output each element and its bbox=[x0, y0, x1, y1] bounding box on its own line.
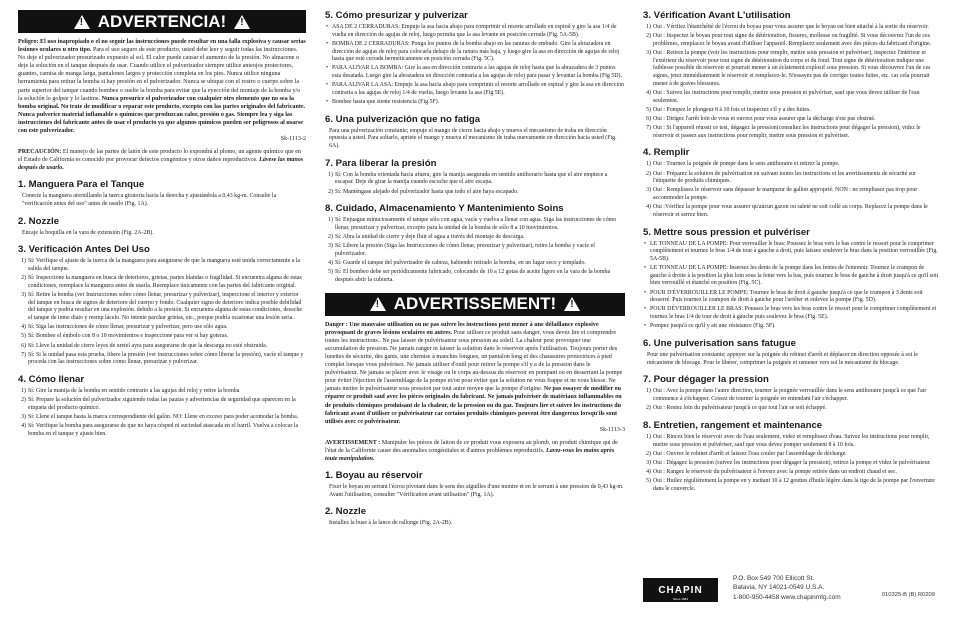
warning-text-fr bbox=[325, 321, 625, 426]
step-item bbox=[643, 451, 939, 459]
section-title: 6. Une pulverisation sans fatugue bbox=[643, 338, 797, 349]
step-item bbox=[643, 478, 939, 493]
step-item bbox=[325, 260, 625, 268]
section-title: 8. Cuidado, Almacenamiento Y Mantenimiento Soins bbox=[325, 203, 564, 215]
step-text: Oui : Huilez régulièrement la pompe en y mettant 10 à 12 gouttes d'huile légère dans la tige de la pompe par l'ouverture dans le couvercle. bbox=[653, 478, 935, 492]
chapin-logo bbox=[643, 578, 718, 602]
step-text: Oui :Vérifiez la pompe pour vous assurer qu'aucun gazon ou saleté ne soit collé au corps. Replacez la pompe dans le réservoir et serrez bien. bbox=[653, 204, 928, 218]
section-title: 7. Para liberar la presión bbox=[325, 157, 437, 169]
step-item bbox=[18, 324, 306, 332]
step-item bbox=[643, 171, 939, 186]
step-number: 3) bbox=[328, 243, 333, 250]
warning-text-bold: Danger : Une mauvaise utilisation ou ne pas suivre les instructions peut mener à une défaillance explosive provoquant de graves lésions oculaires ou autres. bbox=[325, 321, 599, 336]
step-item bbox=[18, 397, 306, 412]
step-item bbox=[325, 234, 625, 242]
steps-list bbox=[643, 388, 939, 413]
precaution-italic: Lávese las manos después de usarlo. bbox=[18, 157, 304, 172]
spanish-column-1 bbox=[18, 10, 306, 440]
document-code: 010325-B (B) R0209 bbox=[881, 592, 935, 598]
warning-text-bold: Nunca presurice el pulverizador con cualquier otro elemento que no sea la bomba original. No trate de modificar o reparar este producto, excepto con las partes originales del fabricante. Nunca pulverice material inflamable o químicos que produzcan calor, presión o gas. Siempre lea y siga las instrucciones del fabricante antes de usar el producto ya que algunos químicos pueden ser peligrosos al usarse con este pulverizador. bbox=[18, 95, 306, 135]
step-text: Sí: Siga las instrucciones de cómo llenar, presurizar y pulverizar, pero use sólo agua. bbox=[28, 324, 228, 331]
step-text: Sí: Con la bomba orientada hacia afuera, gire la manija asegurada en sentido antihorario hasta que el aire empiece a escapar. Deje de girar la manija cuando escuche que el aire escapa. bbox=[335, 171, 608, 186]
bullet-item: • POUR D'ÉVERROUILLER LE POMPE: Tournez le bras de droit à gauche jusqu'à ce que le crampon à 3 dents soit desserré. Puis tournez le crampon de droit à gauche pour l'arrêter et enlevez la pompe (Fig. 5D). bbox=[643, 290, 939, 305]
step-item bbox=[643, 161, 939, 169]
step-number: 2) bbox=[328, 234, 333, 241]
step-item bbox=[643, 90, 939, 105]
step-text: Sí: Llene el tanque hasta la marca correspondiente del galón. NO: Llene en exceso para poder acomodar la bomba. bbox=[28, 414, 299, 421]
step-number: 5) bbox=[646, 106, 651, 113]
section-text: Fixer le boyau en serrant l'écrou pivotant dans le sens des aiguilles d'une montre et en le serrant à une pression de 0,43 kg-m. Avant l'utilisation, consulter "Vérification avant utilisation" (Fig. 1A). bbox=[329, 484, 624, 498]
step-item bbox=[643, 107, 939, 115]
steps-list bbox=[643, 161, 939, 219]
precaution-text bbox=[18, 148, 306, 172]
section-text: Pour une pulvérisation constante; appuyer sur la poignée du robinet d'arrêt et déplacer en direction opposée à soi le mécanisme de blocage. Pour le libérer, comprimer la poignée et ramener vers soi le mécanisme de blocage. bbox=[647, 352, 918, 366]
bullet-item: • Pompez jusqu'à ce qu'il y ait une résistance (Fig. 5F). bbox=[643, 323, 939, 331]
step-item bbox=[18, 292, 306, 323]
step-text: Sí: El bombeo debe ser periódicamente lubricado, colocando de 10 a 12 gotas de aceite ligero en la vara de la bomba después abrir la cubierta. bbox=[335, 269, 611, 283]
step-item bbox=[643, 460, 939, 468]
step-item bbox=[643, 50, 939, 88]
step-item bbox=[18, 423, 306, 438]
bullet-item: • PARA ALIVAR LA ASA: Empuje la asa hacia abajo para comprimir el resorte arrollado en espiral y gire la asa en dirección contraria a las agujas de reloj 1/4 de vuelta, luego levante la asa (Fig 5E). bbox=[325, 82, 625, 97]
code-label: Sk-1113-3 bbox=[599, 426, 625, 433]
step-number: 1) bbox=[328, 217, 333, 224]
step-number: 1) bbox=[21, 388, 26, 395]
step-item bbox=[325, 189, 625, 197]
steps-list bbox=[325, 217, 625, 284]
bullet-item: • ASA DE 2 CERRADURAS: Empuje la asa hacia abajo para comprimir el resorte arrollado en espiral y gire la asa 1/4 de vuelta en dirección de agujas de reloj, luego permita que la asa levante en posición cerrada (Fig. 5A-5B). bbox=[325, 24, 625, 39]
step-text: Sí: Inspeccione la manguera en busca de deterioros, grietas, partes blandas o fragilidad. Si encuentra alguna de estas condiciones, reemplace la manguera antes de usarla. Reemplace únicamente con las partes del fabricante original. bbox=[28, 275, 302, 289]
step-text: Sí: Gire la manija de la bomba en sentido contrario a las agujas del reloj y retire la bomba bbox=[28, 388, 240, 395]
step-item bbox=[18, 414, 306, 422]
step-number: 1) bbox=[21, 258, 26, 265]
address-line: 1-800-950-4458 www.chapinmfg.com bbox=[733, 593, 841, 601]
bullet-item: • LE TONNEAU DE LA POMPE: Pour verrouiller le bras: Poussez le bras vers le bas contre le ressort pour le comprimer complètement et tournez le bras 1/4 de tour à gauche à droit, puis laissez soulever le bras dans la position verrouillée (Fig. 5A-5B). bbox=[643, 241, 939, 264]
avertissement-body: Manipuler les pièces de laiton de ce produit vous exposera au plomb, un produit chimique qui de l'état de la Californie cause des anomalies congénitales et d'autres problèmes reproductifs. bbox=[325, 439, 618, 454]
step-text: Oui : Suivez les instructions pour remplir, mettre sous pression et pulvériser, sauf que vous devez utiliser de l'eau seulement. bbox=[653, 89, 920, 104]
warning-text-regular: Para el uso seguro de este producto, usted debe leer y seguir todas las instrucciones. No deje el pulverizador presurizado expuesto al sol. El calor puede causar el aumento de la presión. No almacene o deje la solución en el tanque después de usar. Cuando utilice el pulverizador siempre utilice anteojos protectores, guantes, camisa de manga larga, pantalones largos y protección completa en los pies. Nunca utilice ninguna herramienta para retirar la bomba si hay presión en el pulverizador. Nunca se ubique con el rostro o cuerpo sobre la parte superior del tanque cuando bombee o suelte la bomba para evitar que la eyección del montaje de la bomba y/o la solución lo golpee y lo lastime. bbox=[18, 47, 301, 102]
step-text: Sí: Si la unidad pasa esta prueba, libere la presión (ver instrucciones sobre cómo liberar la presión), vacíe el tanque y proceda con las instrucciones sobre cómo llenar, presurizar y pulverizar. bbox=[28, 351, 304, 366]
step-number: 4) bbox=[21, 324, 26, 331]
company-address bbox=[733, 574, 841, 602]
step-text: Oui : Préparez la solution de pulvérisation en suivant toutes les instructions et les avertissements de sécurité sur l'étiquette de produits chimiques. bbox=[653, 170, 916, 185]
section-title: 2. Nozzle bbox=[325, 506, 367, 518]
precaution-label: PRECAUCIÓN: bbox=[18, 149, 62, 156]
step-text: Oui : Retirez la pompe (voir les instructions pour remplir, mettre sous pression et pulvériser), inspectez l'intérieur et l'extérieur du réservoir pour tout signe de détérioration du corps et du fond. Tout signe de détérioration indique une faiblesse possible du réservoir et pourrait mener à un éclatement explosif sous pression. Si vous découvrez l'un de ces signes, jetez immédiatement le réservoir et remplacez-le. N'essayez pas de corriger toutes fuites, etc. car cela pourrait mener à de graves blessures. bbox=[653, 50, 931, 87]
step-text: Oui : Rincez bien le réservoir avec de l'eau seulement, videz et remplissez d'eau. Suivez les instructions pour remplir, mettre sous pression et pulvériser, sauf que vous devez pomper seulement 8 à 10 fois. bbox=[653, 433, 930, 448]
step-number: 4) bbox=[646, 204, 651, 211]
bullet-list bbox=[643, 241, 939, 331]
step-number: 4) bbox=[328, 260, 333, 267]
section-title: 8. Entretien, rangement et maintenance bbox=[643, 419, 823, 431]
step-number: 1) bbox=[328, 171, 333, 178]
step-number: 7) bbox=[21, 351, 26, 358]
precaution-body: El manejo de las partes de latón de este producto lo expondrá al plomo, un agente químico que en el Estado de California es conocido por provocar defectos congénitos y otros daños reproductivos. bbox=[18, 149, 301, 164]
step-text: Sí: Manténgase alejado del pulverizador hasta que todo el aire haya escapado. bbox=[335, 188, 519, 195]
avertissement-italic: Lavez-vous les mains après toute manipulation. bbox=[325, 447, 615, 463]
step-number: 6) bbox=[646, 115, 651, 122]
warning-text-bold: Ne pas essayer de modifier ou réparer ce produit sauf avec les pièces originales du fabricant. Ne jamais pulvériser de matériaux inflammables ou de produits chimiques produisant de la chaleur, de la pression ou du gaz. Toujours lire et suivre les instructions du fabricant avant d'utiliser ce pulvérisateur car certains produits chimiques peuvent être dangereux lorsqu'ils sont utilisés avec ce pulvérisateur. bbox=[325, 386, 622, 425]
bullet-list bbox=[325, 24, 625, 107]
warning-banner-es bbox=[18, 10, 306, 33]
step-item bbox=[643, 125, 939, 140]
section-title: 3. Vérification Avant L'utilisation bbox=[643, 10, 791, 21]
warning-triangle-icon bbox=[370, 297, 386, 311]
code-label: Sk-1113-2 bbox=[280, 136, 306, 143]
step-number: 1) bbox=[646, 161, 651, 168]
address-line: Batavia, NY 14021-0549 U.S.A. bbox=[733, 584, 825, 592]
section-title: 6. Una pulverización que no fatiga bbox=[325, 113, 481, 125]
logo-subtext: Since 1884 bbox=[672, 597, 688, 601]
step-item bbox=[325, 269, 625, 284]
bullet-item: • Bombee hasta que siente resistencia (Fig 5F). bbox=[325, 99, 625, 107]
step-item bbox=[643, 204, 939, 219]
step-number: 4) bbox=[646, 469, 651, 476]
avertissement-label: AVERTISSEMENT : bbox=[325, 439, 381, 446]
step-number: 2) bbox=[646, 450, 651, 457]
step-item bbox=[18, 352, 306, 367]
section-title: 3. Verificación Antes Del Uso bbox=[18, 244, 150, 256]
logo-text: CHAPIN bbox=[658, 584, 703, 596]
step-item bbox=[643, 434, 939, 449]
step-item bbox=[643, 388, 939, 403]
section-title: 1. Boyau au réservoir bbox=[325, 470, 423, 482]
step-text: Oui : Dirigez l'arrêt loin de vous et ouvrez pour vous assurer que la décharge n'est pas obstrué. bbox=[653, 115, 876, 122]
step-text: Oui : Si l'appareil réussit ce test, dégagez la pression(consultez les instructions pour dégager la pression), videz le réservoir et passez aux instructions pour remplir, mettre sous pression et pulvériser. bbox=[653, 125, 921, 139]
step-number: 3) bbox=[646, 187, 651, 194]
section-text: Installez la buse à la lance de rallonge (Fig. 2A-2B). bbox=[329, 520, 453, 527]
steps-list bbox=[643, 434, 939, 494]
warning-banner-fr bbox=[325, 293, 625, 316]
bullet-item: • PARA ALIVAR LA BOMBA: Gire la asa en dirección contraria a las agujas de reloj hasta que la abrazadera de 3 puntos esta desatada. Luego gire la abrazadera en dirección contraria a las agujas de reloj para pasar y levantar la bomba (Fig 5D). bbox=[325, 65, 625, 80]
step-text: Oui : Vérifiez l'étanchéité de l'écrou du boyau pour vous assurer que le boyau est bien attaché à la sortie du réservoir. bbox=[653, 24, 929, 30]
step-text: Oui : Inspectez le boyau pour tout signe de détérioration, fissures, mollesse ou fragilité. Si vous découvrez l'un de ces problèmes, remplacez le boyau avant d'utiliser l'appareil. Remplacez seulement avec des pièces du fabricant d'origine. bbox=[653, 33, 932, 47]
step-number: 5) bbox=[21, 333, 26, 340]
step-number: 5) bbox=[646, 478, 651, 485]
step-text: Sí: Verifique el ajuste de la tuerca de la manguera para asegurarse de que la manguera esté unida correctamente a la salida del tanque. bbox=[28, 258, 301, 273]
bullet-item: • POUR DÉVERROUILLER LE BRAS: Poussez le bras vers les bras contre le ressort pour le comprimer complètement et tournez le bras 1/4 de tour de droit à gauche puis soulevez le bras (Fig. 5E). bbox=[643, 306, 939, 321]
step-text: Sí: Prepare la solución del pulverizador siguiendo todas las pautas y advertencias de seguridad que aparecen en la etiqueta del producto químico. bbox=[28, 397, 296, 411]
section-text: Para una pulverización constante; empuje el mango de cierre hacia abajo y mueva el mecanismo de traba en dirección opuesta a usted. Para soltarlo, apriete el mango y mueva el mecanismo de traba nuevamente en dirección hacia usted (Fig. 6A). bbox=[329, 127, 617, 150]
step-item bbox=[643, 469, 939, 477]
step-text: Oui : Rangez le réservoir du pulvérisateur à l'envers avec la pompe retirée dans un endroit chaud et sec. bbox=[653, 469, 897, 476]
step-number: 7) bbox=[646, 125, 651, 132]
section-title: 5. Mettre sous pression et pulvériser bbox=[643, 226, 810, 238]
step-text: Oui : Ouvrez le robinet d'arrêt et laissez l'eau couler par l'assemblage de décharge. bbox=[653, 450, 847, 457]
step-text: Sí: Retire la bomba (ver Instrucciones sobre cómo llenar, presurizar y pulverizar), inspeccione el interior y exterior del tanque en busca de signos de deterioro del cuerpo y fondo. Cualquier signo de deterioro indica posible debilidad del tanque y podría resultar en una explosión. debido a la presión. Si encuentra alguna de estas condiciones, deseche el tanque de inme diato y reemp lácelo. No intente parchar grietas, etc., porque podría ocasionar una lesión seria. bbox=[28, 292, 302, 322]
step-item bbox=[18, 388, 306, 396]
step-number: 3) bbox=[646, 459, 651, 466]
column-3 bbox=[643, 10, 939, 495]
warning-text-es bbox=[18, 38, 306, 135]
steps-list bbox=[18, 258, 306, 367]
step-text: Sí: Enjuague minuciosamente el tanque sólo con agua, vacíe y vuelva a llenar con agua. Siga las instrucciones de cómo llenar, presurizar y pulverizar, excepto para la unidad de la bomba de sólo 8 a 10 movimientos. bbox=[335, 217, 617, 231]
step-text: Sí: Lleve la unidad de cierre leyes de uretel ayra para asegurarse de que la descarga no esté obstruida. bbox=[28, 342, 268, 349]
step-number: 4) bbox=[646, 89, 651, 96]
step-number: 2) bbox=[646, 33, 651, 40]
warning-text-bold: Peligro: El uso inapropiado o el no seguir las instrucciones puede resultar en una falla explosiva y causar serias lesiones oculares u otro tipo. bbox=[18, 39, 306, 54]
section-title: 4. Remplir bbox=[643, 147, 690, 159]
section-text: Conecte la manguera atornillando la tuerca giratoria hacia la derecha y ajustándola a 0,43 kg-m. Consulte la "verificación antes del uso" antes de usarlo (Fig. 1A). bbox=[22, 193, 277, 208]
column-2 bbox=[325, 10, 625, 528]
section-title: 2. Nozzle bbox=[18, 215, 60, 227]
step-item bbox=[643, 405, 939, 413]
step-number: 2) bbox=[646, 170, 651, 177]
step-item bbox=[643, 24, 939, 32]
steps-list bbox=[325, 172, 625, 197]
step-text: Oui : Restez loin du pulvérisateur jusqu'à ce que tout l'air se soit échappé. bbox=[653, 405, 827, 412]
step-number: 3) bbox=[646, 50, 651, 57]
step-number: 6) bbox=[21, 342, 26, 349]
step-number: 3) bbox=[21, 292, 26, 299]
bullet-item: • LE TONNEAU DE LA POMPE: Insersez les dents de la pompe dans les fentes de l'entonoir. Tournez le crampon de gauche à droite à la position la plus loin sous la fente vers la bas, puis tournez le bras de gauche à droit jusqu'à ce qu'il soit bien verrouillé et étanché en position (Fig. 5C). bbox=[643, 265, 939, 288]
step-number: 1) bbox=[646, 433, 651, 440]
step-text: Oui : Avec la pompe dans l'autre direction, tourner la poignée verrouillée dans le sens antihoraire jusqu'à ce que l'air commence à s'échapper. Cessez de tourner la poignée en entendant l'air s'échapper. bbox=[653, 388, 927, 403]
section-title: 5. Cómo presurizar y pulverizar bbox=[325, 10, 468, 21]
step-number: 5) bbox=[328, 269, 333, 276]
step-text: Oui : Dégagez la pression (suivez les instructions pour dégager la pression), retirez la pompe et videz le pulvérisateur. bbox=[653, 459, 931, 466]
step-number: 1) bbox=[646, 24, 651, 30]
step-number: 3) bbox=[21, 414, 26, 421]
step-text: Sí: Bombee el émbolo con 8 o 10 movimientos e inspeccione para ver si hay goteras. bbox=[28, 333, 229, 340]
step-item bbox=[643, 116, 939, 124]
step-number: 2) bbox=[21, 397, 26, 404]
section-title: 1. Manguera Para el Tanque bbox=[18, 179, 145, 191]
step-item bbox=[325, 172, 625, 187]
steps-list bbox=[643, 24, 939, 140]
step-item bbox=[643, 187, 939, 202]
step-number: 2) bbox=[21, 275, 26, 282]
section-text: Encaje la boquilla en la vara de extensión (Fig. 2A-2B). bbox=[22, 229, 154, 236]
step-text: Sí: Guarde el tanque del pulverizador de cabeza, habiendo retirado la bomba, en un lugar seco y templado. bbox=[335, 260, 586, 267]
step-number: 2) bbox=[646, 405, 651, 412]
step-item bbox=[18, 343, 306, 351]
warning-triangle-icon bbox=[234, 15, 250, 29]
step-item bbox=[18, 275, 306, 290]
step-number: 1) bbox=[646, 388, 651, 395]
step-number: 4) bbox=[21, 423, 26, 430]
step-item bbox=[18, 258, 306, 273]
step-item bbox=[325, 243, 625, 258]
section-title: 7. Pour dégager la pression bbox=[643, 374, 769, 386]
warning-triangle-icon bbox=[564, 297, 580, 311]
step-text: Sí: Verifique la bomba para asegurarse de que no haya césped ni suciedad atascada en el barril. Vuelva a colocar la bomba en el tanque y ajuste bien. bbox=[28, 423, 299, 438]
step-text: Sí: Abra la unidad de cierre y deje fluir el agua a través del montaje de descarga. bbox=[335, 234, 525, 241]
bullet-item: • BOMBA DE 2 CERRADURAS: Ponga los puntos de la bomba abajo en las ranuras de embudo. Gire la abrazadera en dirección de agujas de reloj para colocarla debajo de la ranura más baja, y luego gire la asa en dirección de agujas de reloj hasta que esté cerrada herméticamente en posición cerrada (Fig. 5C). bbox=[325, 41, 625, 64]
step-item bbox=[643, 33, 939, 48]
avertissement-text bbox=[325, 439, 625, 463]
step-number: 2) bbox=[328, 188, 333, 195]
banner-title: ADVERTENCIA! bbox=[97, 11, 227, 31]
section-title: 4. Cómo llenar bbox=[18, 374, 85, 386]
steps-list bbox=[18, 388, 306, 439]
step-item bbox=[18, 333, 306, 341]
address-line: P.O. Box 549 700 Ellicott St. bbox=[733, 575, 815, 582]
step-text: Oui : Remplissez le réservoir sans dépasser le marqueur de gallon approprié. NON : ne remplissez pas trop pour accommoder la pompe. bbox=[653, 187, 918, 202]
step-text: Oui : Tournez la poignée de pompe dans le sens antihoraire et retirez la pompe. bbox=[653, 161, 840, 168]
warning-text-regular: Pour utiliser ce produit sans danger, vous devez lire et comprendre toutes les instructions.. Ne pas laisser de pulvérisateur sous pression au soleil. La chaleur peut provoquer une accumulation de pression. Ne jamais ranger ni laisser la solution dans le réservoir après l'utilisation. Toujours porter des lunettes de sécurité, des gants, une chemise à manches longues, un pantalon long et des chaussures protectrices à pied complet lorsque vous pulvérisez. Ne jamais utiliser d'outil pour retirer la pompe s'il y a de la pression dans le pulvérisateur. Ne jamais se placer avec le visage ou le corps au-dessus du réservoir en pompant ou en desserrant la pompe pour éviter l'éjection de l'assemblage de la pompe et/ou pour éviter que la solution ne vous frappe et ne vous blesse. Ne jamais mettre le pulvérisateur sous pression par tout autre moyen que la pompe d'origine. bbox=[325, 329, 623, 393]
step-text: Sí: Libere la presión (Siga las Instrucciones de cómo llenar, presurizar y pulverizar), retire la bomba y vacíe el pulverizador. bbox=[335, 243, 595, 257]
step-text: Oui : Pompez le plongeur 8 à 10 fois et inspectez s'il y a des fuites. bbox=[653, 106, 811, 113]
footer bbox=[643, 568, 943, 608]
warning-triangle-icon bbox=[74, 15, 90, 29]
step-item bbox=[325, 217, 625, 232]
banner-title: ADVERTISSEMENT! bbox=[393, 294, 557, 314]
